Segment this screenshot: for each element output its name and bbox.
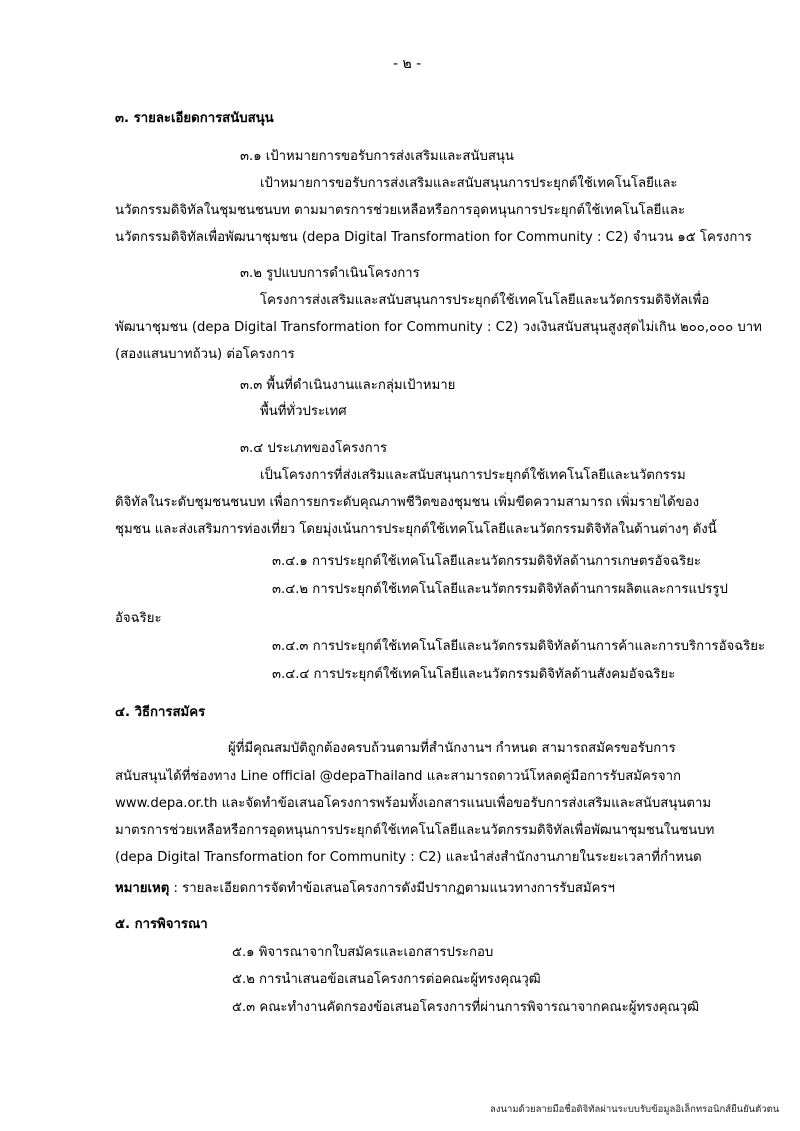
section-4-line: มาตรการช่วยเหลือหรือการอุดหนุนการประยุกต์ใช้เทคโนโลยีและนวัตกรรมดิจิทัลเพื่อพัฒนาชุมชนในชนบท (115, 823, 715, 838)
section-3-4-line: เป็นโครงการที่ส่งเสริมและสนับสนุนการประยุกต์ใช้เทคโนโลยีและนวัตกรรม (260, 468, 686, 483)
digital-signature-footer: ลงนามด้วยลายมือชื่อดิจิทัลผ่านระบบรับข้อมูลอิเล็กทรอนิกส์ยืนยันตัวตน (490, 1104, 780, 1115)
note-text: : รายละเอียดการจัดทำข้อเสนอโครงการดังมีปรากฏตามแนวทางการรับสมัครฯ (169, 881, 615, 896)
section-3-1-line: นวัตกรรมดิจิทัลเพื่อพัฒนาชุมชน (depa Digital Transformation for Community : C2) จำนวน ๑๕ โครงการ (115, 230, 752, 245)
section-3-2-line: (สองแสนบาทถ้วน) ต่อโครงการ (115, 347, 295, 362)
section-3-4-4-item: ๓.๔.๔ การประยุกต์ใช้เทคโนโลยีและนวัตกรรมดิจิทัลด้านสังคมอัจฉริยะ (272, 667, 676, 682)
section-3-3-title: ๓.๓ พื้นที่ดำเนินงานและกลุ่มเป้าหมาย (240, 378, 456, 393)
section-3-4-line: ดิจิทัลในระดับชุมชนชนบท เพื่อการยกระดับคุณภาพชีวิตของชุมชน เพิ่มขีดความสามารถ เพิ่มรายได้ของ (115, 495, 700, 510)
section-4-line: (depa Digital Transformation for Community : C2) และนำส่งสำนักงานภายในระยะเวลาที่กำหนด (115, 850, 702, 865)
section-3-2-line: พัฒนาชุมชน (depa Digital Transformation for Community : C2) วงเงินสนับสนุนสูงสุดไม่เกิน ๒๐๐,๐๐๐ บาท (115, 320, 762, 335)
note-label: หมายเหตุ (115, 881, 170, 896)
section-5-item: ๕.๓ คณะทำงานคัดกรองข้อเสนอโครงการที่ผ่านการพิจารณาจากคณะผู้ทรงคุณวุฒิ (232, 1000, 700, 1015)
section-3-1-line: นวัตกรรมดิจิทัลในชุมชนชนบท ตามมาตรการช่วยเหลือหรือการอุดหนุนการประยุกต์ใช้เทคโนโลยีและ (115, 203, 686, 218)
section-4-line: ผู้ที่มีคุณสมบัติถูกต้องครบถ้วนตามที่สำนักงานฯ กำหนด สามารถสมัครขอรับการ (228, 741, 676, 756)
section-4-heading: ๔. วิธีการสมัคร (115, 705, 206, 720)
section-5-item: ๕.๑ พิจารณาจากใบสมัครและเอกสารประกอบ (232, 945, 494, 960)
section-3-1-title: ๓.๑ เป้าหมายการขอรับการส่งเสริมและสนับสนุน (240, 149, 514, 164)
section-3-2-title: ๓.๒ รูปแบบการดำเนินโครงการ (240, 266, 420, 281)
section-4-line: www.depa.or.th และจัดทำข้อเสนอโครงการพร้อมทั้งเอกสารแนบเพื่อขอรับการส่งเสริมและสนับสนุนตาม (115, 796, 712, 811)
section-3-2-line: โครงการส่งเสริมและสนับสนุนการประยุกต์ใช้เทคโนโลยีและนวัตกรรมดิจิทัลเพื่อ (260, 293, 710, 308)
section-3-1-line: เป้าหมายการขอรับการส่งเสริมและสนับสนุนการประยุกต์ใช้เทคโนโลยีและ (260, 176, 678, 191)
section-3-4-1-item: ๓.๔.๑ การประยุกต์ใช้เทคโนโลยีและนวัตกรรมดิจิทัลด้านการเกษตรอัจฉริยะ (272, 554, 701, 569)
section-3-4-2-item: ๓.๔.๒ การประยุกต์ใช้เทคโนโลยีและนวัตกรรมดิจิทัลด้านการผลิตและการแปรรูป (272, 582, 728, 597)
section-5-heading: ๕. การพิจารณา (115, 917, 208, 932)
section-3-4-3-item: ๓.๔.๓ การประยุกต์ใช้เทคโนโลยีและนวัตกรรมดิจิทัลด้านการค้าและการบริการอัจฉริยะ (272, 639, 766, 654)
section-3-4-title: ๓.๔ ประเภทของโครงการ (240, 441, 388, 456)
section-3-4-line: ชุมชน และส่งเสริมการท่องเที่ยว โดยมุ่งเน้นการประยุกต์ใช้เทคโนโลยีและนวัตกรรมดิจิทัลในด้านต่างๆ ดังนี้ (115, 522, 717, 537)
section-5-item: ๕.๒ การนำเสนอข้อเสนอโครงการต่อคณะผู้ทรงคุณวุฒิ (232, 972, 541, 987)
section-4-line: สนับสนุนได้ที่ช่องทาง Line official @depaThailand และสามารถดาวน์โหลดคู่มือการรับสมัครจาก (115, 769, 681, 784)
section-3-3-line: พื้นที่ทั่วประเทศ (260, 404, 347, 419)
page-number: - ๒ - (393, 56, 422, 72)
note (115, 880, 615, 898)
section-3-heading: ๓. รายละเอียดการสนับสนุน (115, 111, 274, 126)
section-3-4-2-item-cont: อัจฉริยะ (115, 611, 162, 626)
